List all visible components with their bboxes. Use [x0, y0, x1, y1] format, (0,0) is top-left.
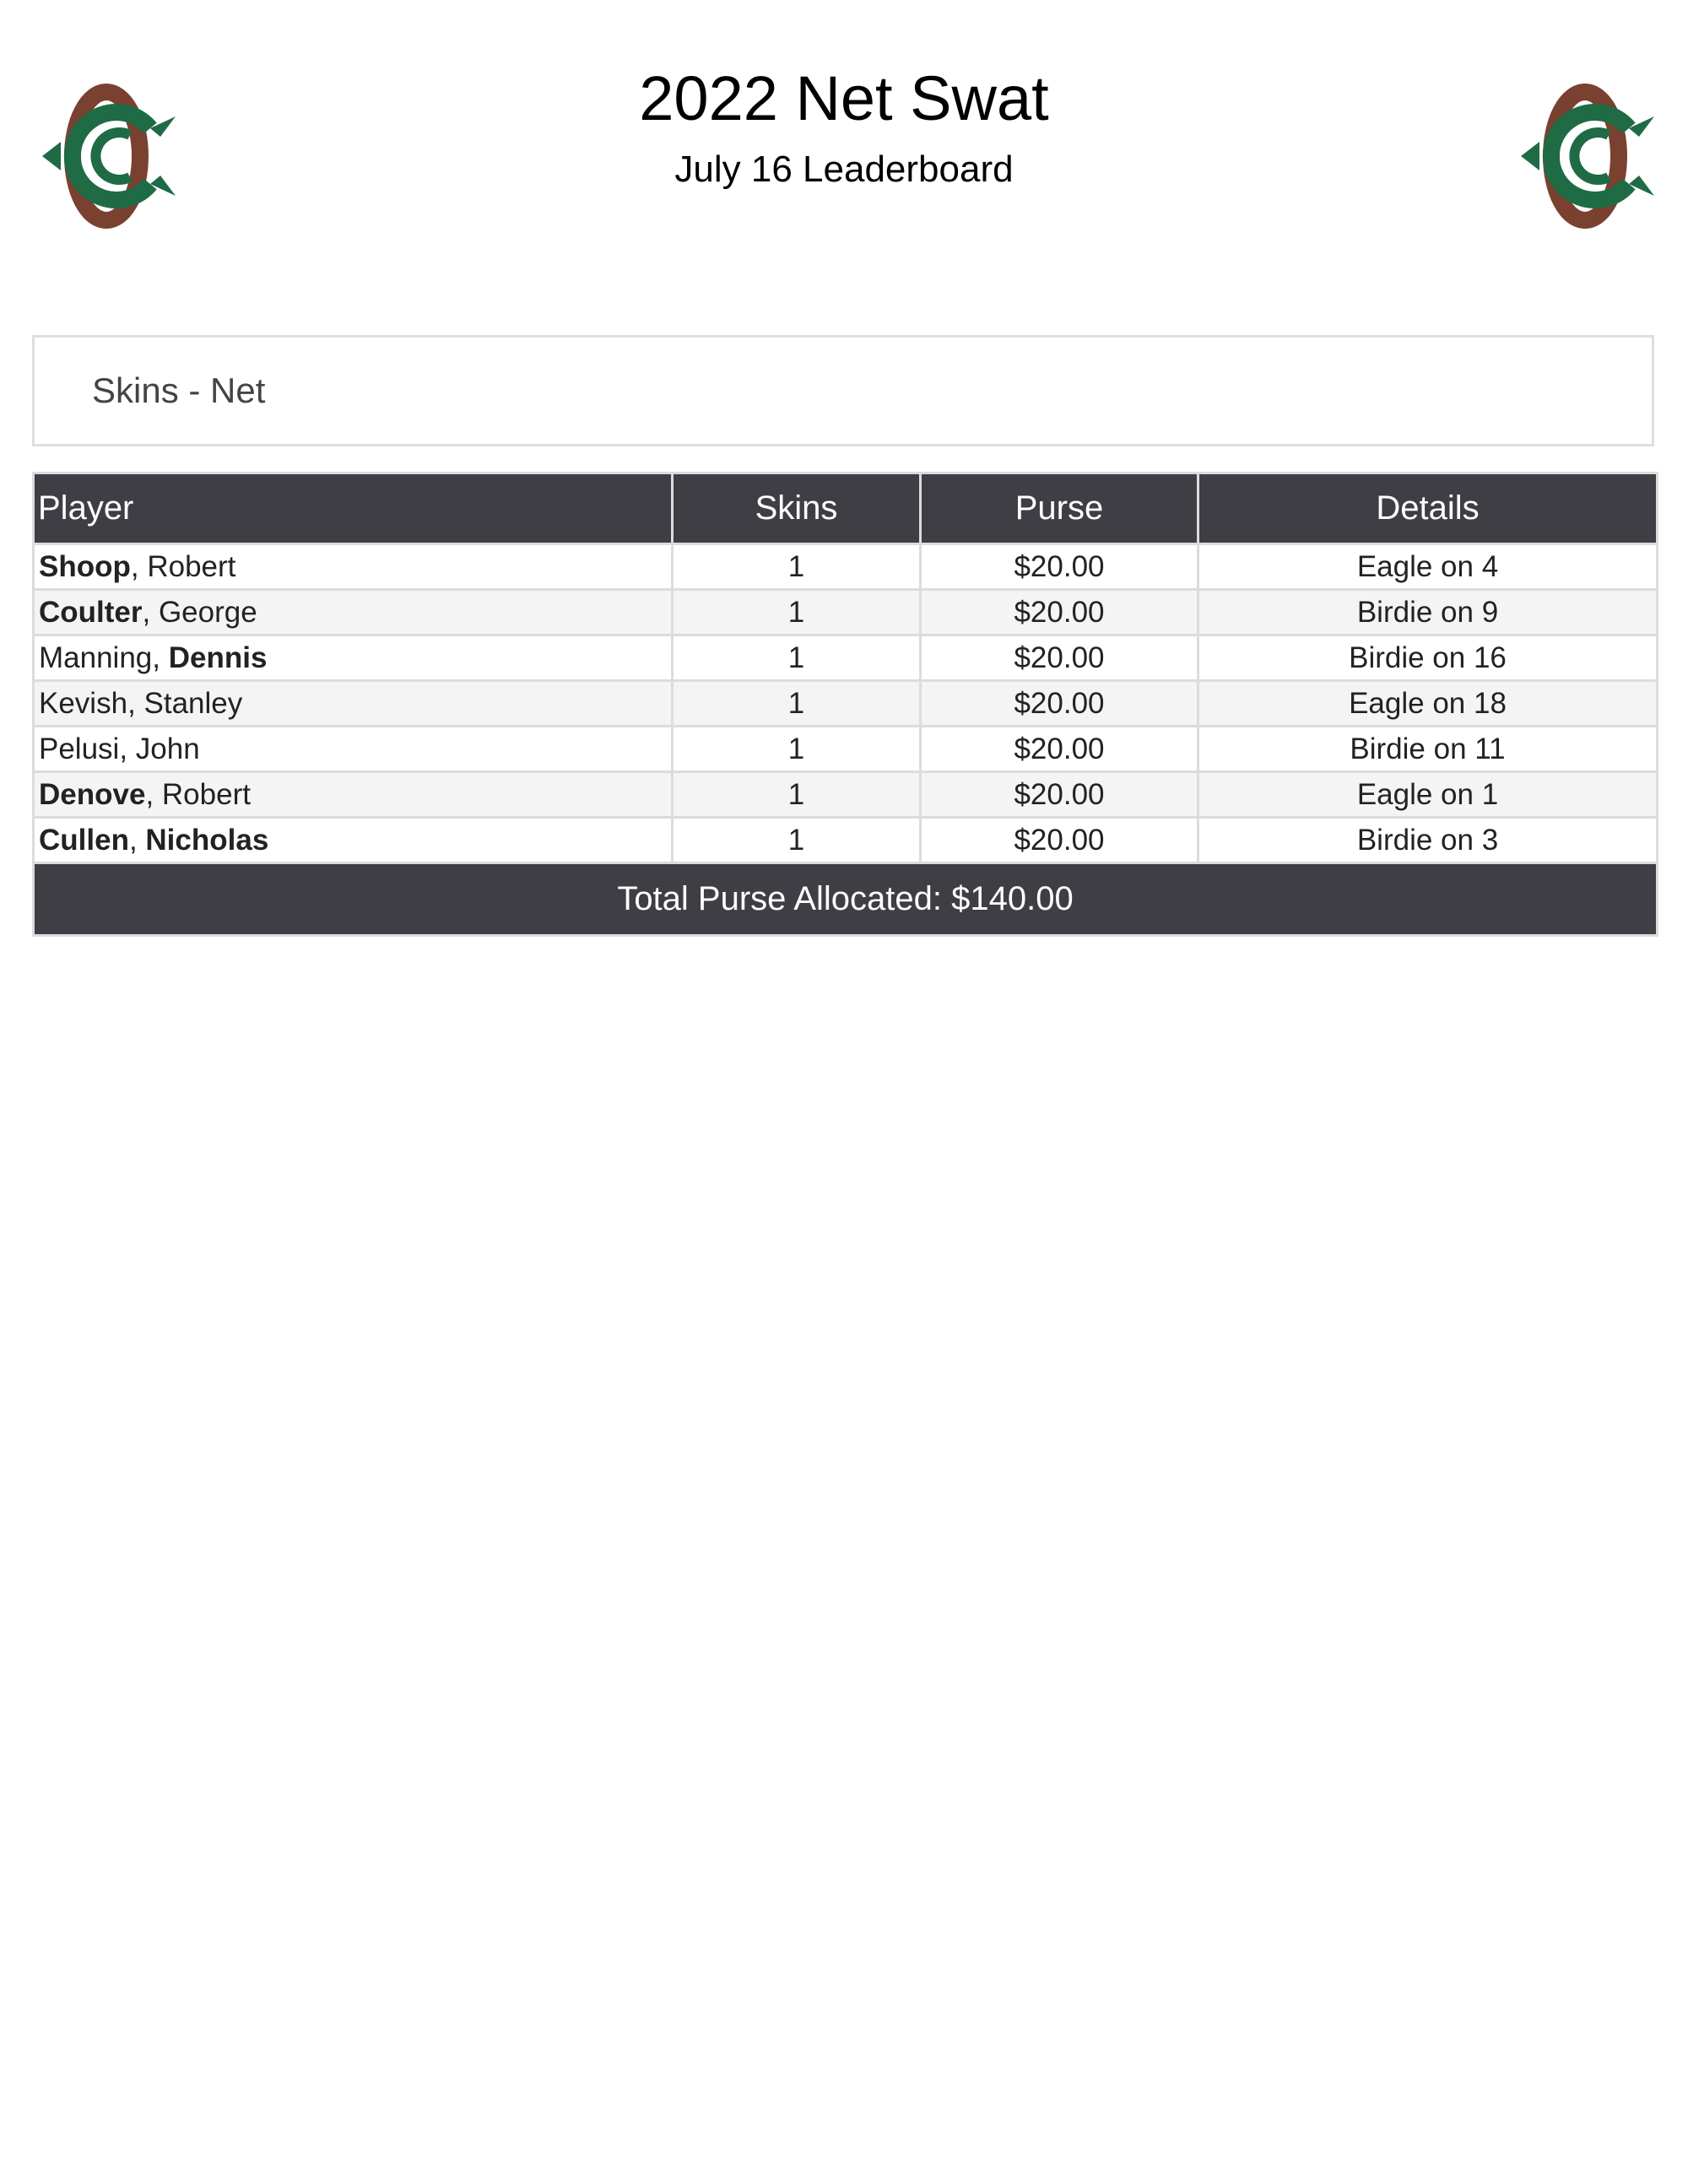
skin-details: Eagle on 4 [1198, 544, 1658, 590]
player-last-name: Coulter [39, 595, 143, 629]
player-name: Coulter, George [34, 590, 673, 635]
player-name: Pelusi, John [34, 727, 673, 772]
column-header-player: Player [34, 473, 673, 544]
table-row [34, 772, 1658, 818]
page-header [0, 0, 1688, 278]
column-header-purse: Purse [921, 473, 1198, 544]
total-purse: Total Purse Allocated: $140.00 [34, 863, 1658, 936]
page-subtitle: July 16 Leaderboard [674, 149, 1014, 190]
table-row [34, 727, 1658, 772]
table-row [34, 818, 1658, 863]
skin-details: Eagle on 1 [1198, 772, 1658, 818]
player-name: Kevish, Stanley [34, 681, 673, 727]
skins-count: 1 [673, 590, 921, 635]
player-name: Manning, Dennis [34, 635, 673, 681]
player-last-name: Shoop [39, 549, 131, 583]
skins-count: 1 [673, 772, 921, 818]
skin-details: Birdie on 9 [1198, 590, 1658, 635]
page-title: 2022 Net Swat [639, 63, 1049, 133]
purse-amount: $20.00 [921, 772, 1198, 818]
section-header [32, 335, 1654, 446]
player-first-name: Robert [161, 777, 251, 811]
player-last-name: Manning [39, 641, 153, 674]
purse-amount: $20.00 [921, 727, 1198, 772]
column-header-details: Details [1198, 473, 1658, 544]
leaderboard-table [32, 472, 1658, 937]
skin-details: Birdie on 3 [1198, 818, 1658, 863]
skins-count: 1 [673, 544, 921, 590]
section-title: Skins - Net [92, 370, 266, 410]
player-first-name: George [158, 595, 257, 629]
purse-amount: $20.00 [921, 544, 1198, 590]
column-header-skins: Skins [673, 473, 921, 544]
skins-count: 1 [673, 727, 921, 772]
player-name: Shoop, Robert [34, 544, 673, 590]
player-last-name: Pelusi [39, 732, 120, 765]
player-first-name: Robert [147, 549, 236, 583]
purse-amount: $20.00 [921, 635, 1198, 681]
player-last-name: Denove [39, 777, 146, 811]
player-last-name: Cullen [39, 823, 129, 857]
table-row [34, 681, 1658, 727]
player-first-name: Stanley [143, 686, 243, 720]
table-row [34, 590, 1658, 635]
purse-amount: $20.00 [921, 681, 1198, 727]
player-last-name: Kevish [39, 686, 128, 720]
player-name: Cullen, Nicholas [34, 818, 673, 863]
club-logo [1511, 76, 1663, 236]
table-header-row [34, 473, 1658, 544]
purse-amount: $20.00 [921, 590, 1198, 635]
player-first-name: Dennis [168, 641, 268, 674]
table-row [34, 635, 1658, 681]
player-first-name: Nicholas [145, 823, 269, 857]
skin-details: Birdie on 16 [1198, 635, 1658, 681]
table-footer-row [34, 863, 1658, 936]
player-first-name: John [135, 732, 200, 765]
skin-details: Birdie on 11 [1198, 727, 1658, 772]
player-name: Denove, Robert [34, 772, 673, 818]
table-row [34, 544, 1658, 590]
skins-count: 1 [673, 635, 921, 681]
skins-count: 1 [673, 681, 921, 727]
skins-count: 1 [673, 818, 921, 863]
skin-details: Eagle on 18 [1198, 681, 1658, 727]
purse-amount: $20.00 [921, 818, 1198, 863]
